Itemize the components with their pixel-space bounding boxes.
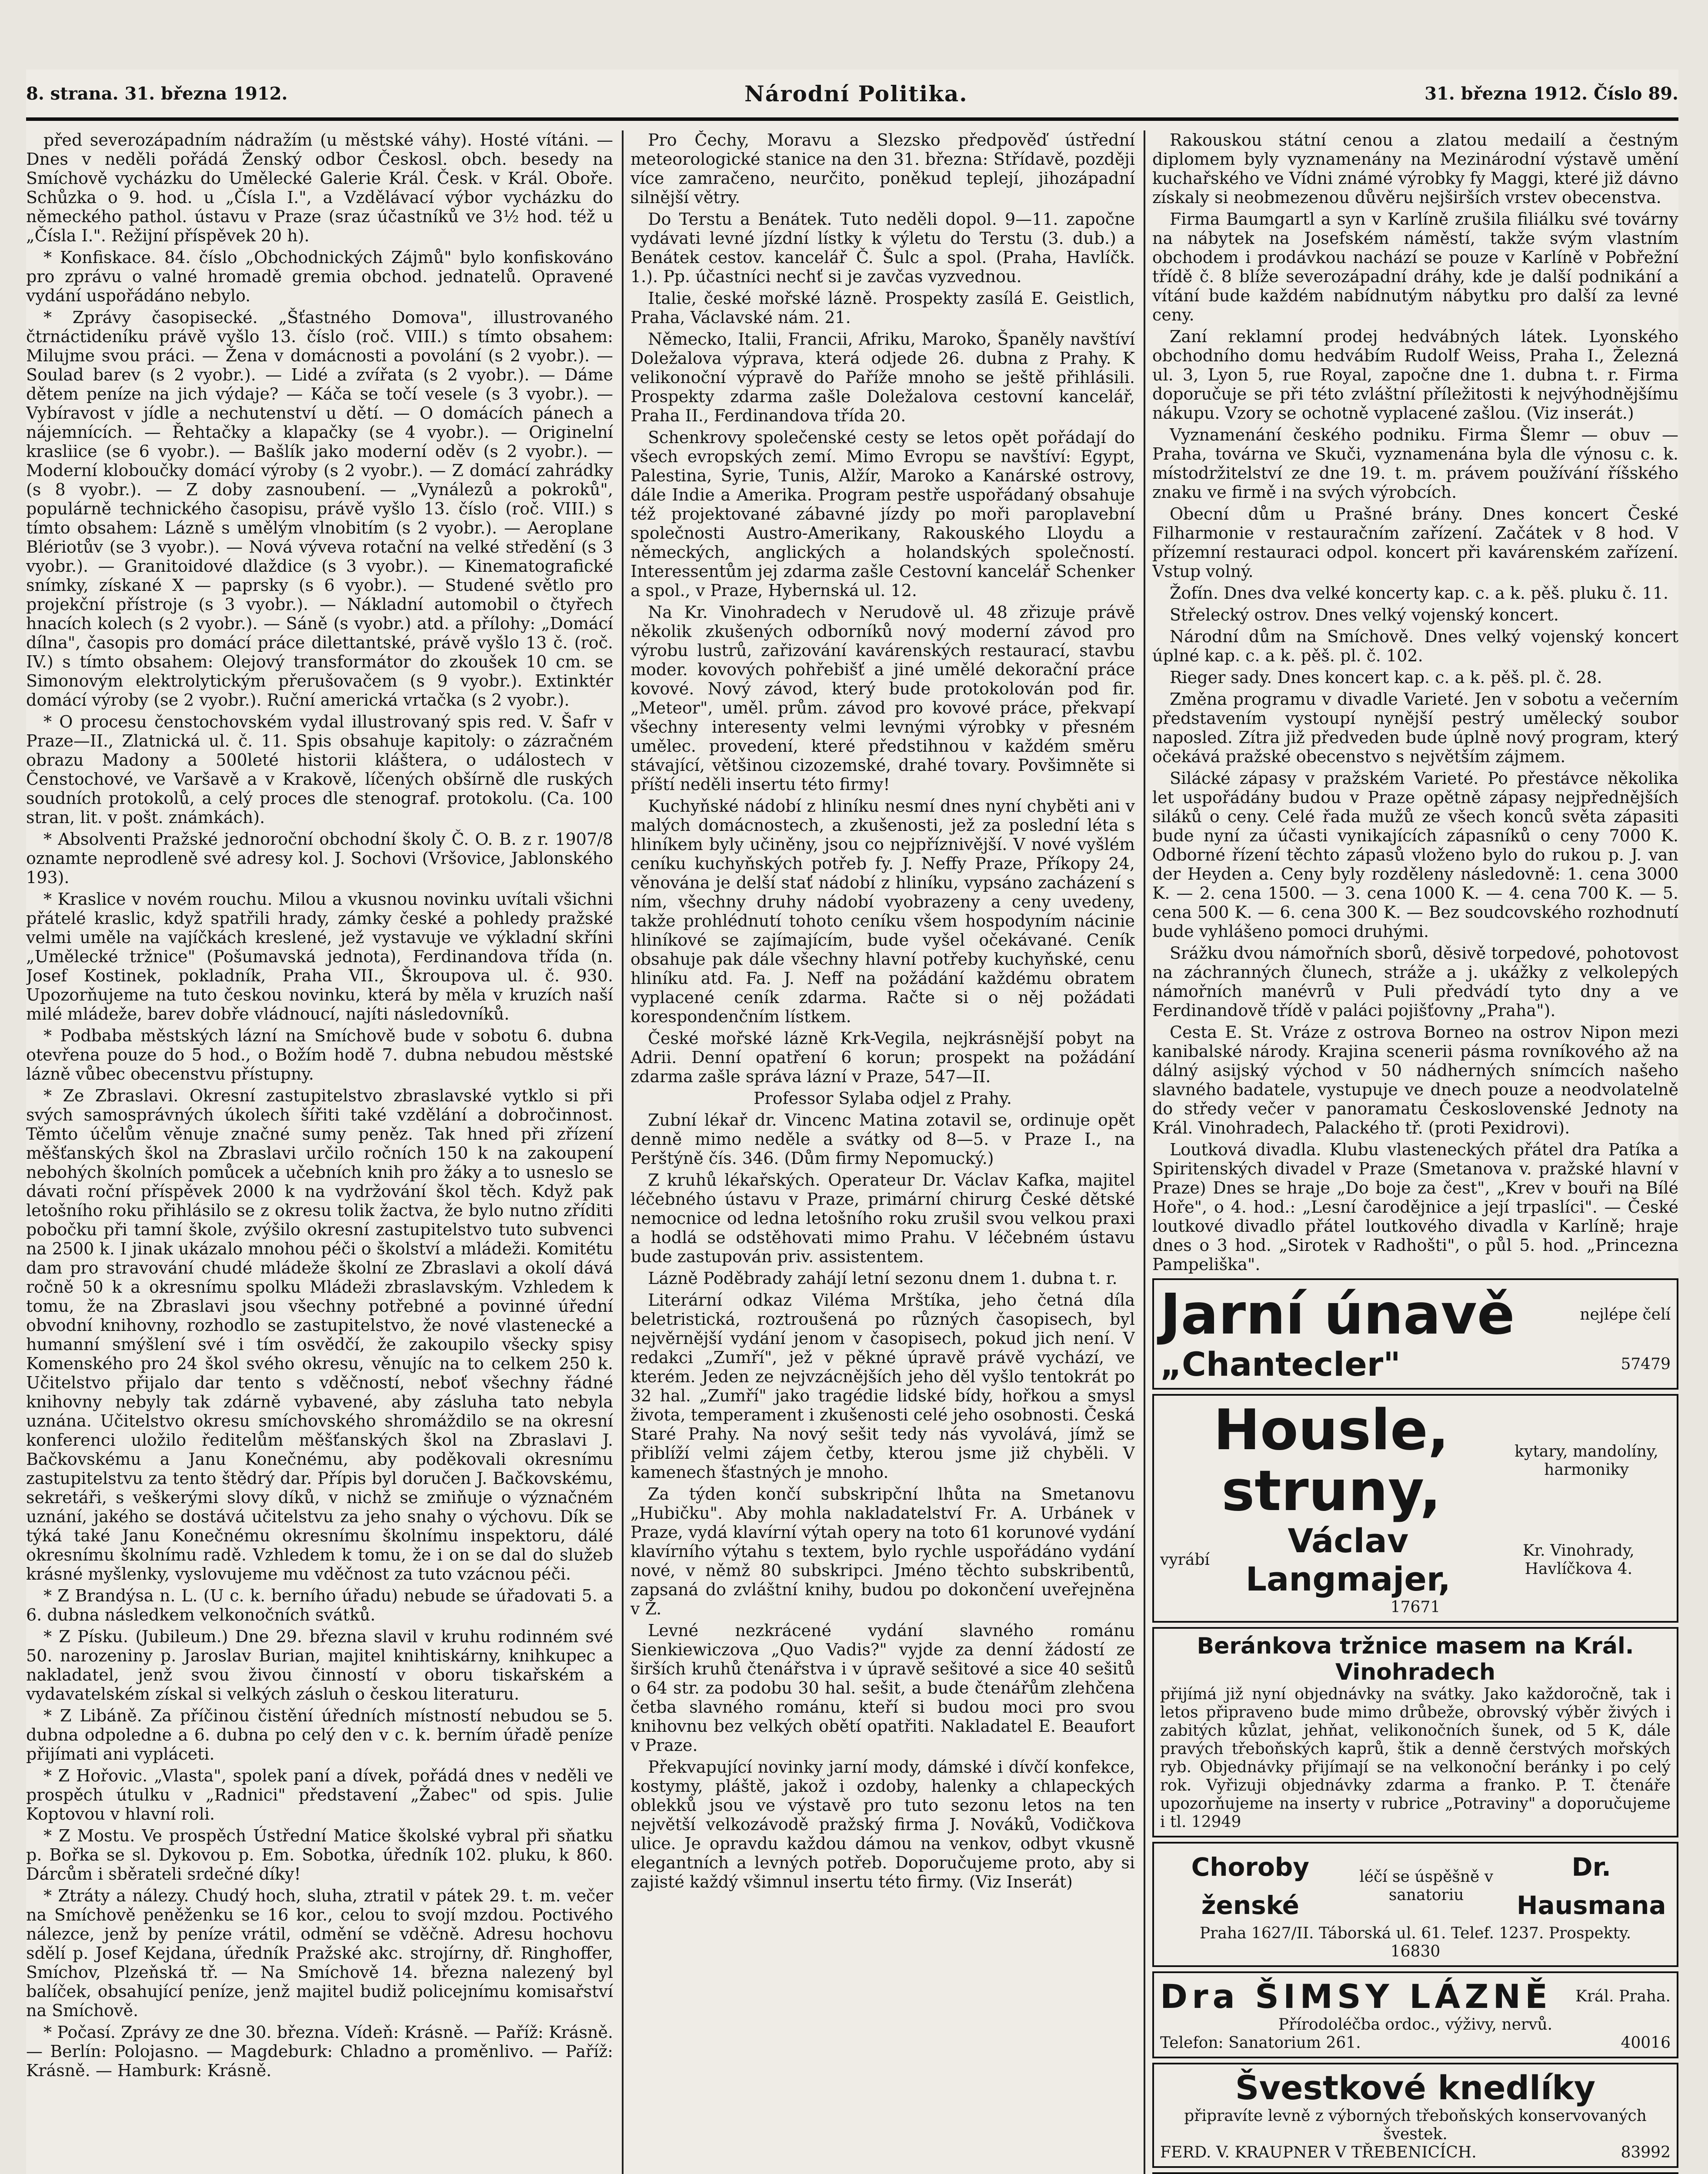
article: * Absolventi Pražské jednoroční obchodní školy Č. O. B. z r. 1907/8 oznamte neprodleně své adresy kol. J. Sochovi (Vršovice, Jablonského 193). [26,830,613,887]
article: Silácké zápasy v pražském Varieté. Po přestávce několika let uspořádány budou v Praze opětně zápasy nejpřednějších siláků o ceny. Celé řada mužů ze všech konců světa zápasiti bude nyní za účasti vynikajících zápasníků o ceny 7000 K. Odborné řízení těchto zápasů vloženo bylo do rukou p. J. van der Heyden a. Ceny byly rozděleny následovně: 1. cena 3000 K. — 2. cena 1500. — 3. cena 1000 K. — 4. cena 700 K. — 5. cena 500 K. — 6. cena 300 K. — Bez soudcovského rozhodnutí bude vyhlášeno pomoci druhými. [1152,769,1678,941]
ad-housle [1152,1394,1678,1623]
article: * O procesu čenstochovském vydal illustrovaný spis red. V. Šafr v Praze—II., Zlatnická ul. č. 11. Spis obsahuje kapitoly: o zázračném obrazu Madony a 500leté historii kláštera, o událostech v Čenstochové, ve Varšavě a v Krakově, líčených obšírně dle ruských soudních protokolů, a celý proces dle stenograf. protokolu. (Ca. 100 stran, lit. v pošt. známkách). [26,712,613,827]
ad-svestkove [1152,2063,1678,2168]
article: * Podbaba městských lázní na Smíchově bude v sobotu 6. dubna otevřena pouze do 5 hod., o Božím hodě 7. dubna nebudou městské lázně vůbec obecenstvu přístupny. [26,1026,613,1084]
article: Za týden končí subskripční lhůta na Smetanovu „Hubičku". Aby mohla nakladatelství Fr. A. Urbánek v Praze, vydá klavírní výtah opery na toto 61 korunové vydání klavírního výtahu s textem, bylo rychle uspořádáno vydání nové, v němž 80 subskripci. Jméno těchto subskribentů, zapsaná do zvláštní knihy, budou po dokončení uveřejněna v Ž. [630,1484,1135,1618]
ad-simsy-title: Dra ŠIMSY LÁZNĚ [1160,1977,1552,2016]
article: Italie, české mořské lázně. Prospekty zasílá E. Geistlich, Praha, Václavské nám. 21. [630,289,1135,327]
ad-beranek-text: přijímá již nyní objednávky na svátky. Jako každoročně, tak i letos připraveno bude mimo drůbeže, obrovský výběr živých i zabitých kůzlat, jehňat, velikonočních šunek, od 5 K, dále pravých třeboňských kaprů, štik a denně čerstvých mořských ryb. Objednávky přijímají se na velkonoční beránky i po celý rok. Vyřizuji objednávky zdarma a franko. P. T. čtenáře upozorňujeme na inserty v rubrice „Potraviny" a doporučujeme i tl. 12949 [1160,1685,1671,1831]
ad-housle-title: Housle, struny, [1213,1398,1449,1524]
column-1 [26,130,613,2174]
article: Rakouskou státní cenou a zlatou medailí a čestným diplomem byly vyznamenány na Mezinárodní výstavě umění kuchařského ve Vídni známé výrobky fy Maggi, které již dávno získaly si neobmezenou důvěru nejširších vrstev obecenstva. [1152,130,1678,207]
newspaper-title: Národní Politika. [744,80,968,107]
article: Zubní lékař dr. Vincenc Matina zotavil se, ordinuje opět denně mimo neděle a svátky od 8—5. v Praze I., na Perštýně čís. 346. (Dům firmy Nepomucký.) [630,1110,1135,1168]
article: Z kruhů lékařských. Operateur Dr. Václav Kafka, majitel léčebného ústavu v Praze, primární chirurg České dětské nemocnice od ledna letošního roku zrušil svou velkou praxi a hodlá se odstěhovati mimo Prahu. V léčebném ústavu bude zastupován priv. assistentem. [630,1170,1135,1266]
ad-jarni-unave [1152,1278,1678,1390]
ad-simsy-sub: Přírodoléčba ordoc., výživy, nervů. [1278,2016,1553,2034]
article: Národní dům na Smíchově. Dnes velký vojenský koncert úplné kap. c. a k. pěš. pl. č. 102. [1152,627,1678,665]
masthead [26,70,1678,121]
article: Cesta E. St. Vráze z ostrova Borneo na ostrov Nipon mezi kanibalské národy. Krajina scenerii pásma rovníkového až na dálný asijský východ v 50 nádherných snímcích našeho slavného badatele, vystupuje ve dnech pouze a neodvolatelně do středy večer v panoramatu Československé Jednoty na Král. Vinohradech, Palackého tř. (proti Pexidrovi). [1152,1023,1678,1137]
article: Střelecký ostrov. Dnes velký vojenský koncert. [1170,605,1559,624]
ad-svestkove-title: Švestkové knedlíky [1235,2068,1596,2107]
ad-hausmann [1152,1842,1678,1967]
ad-beranek [1152,1627,1678,1837]
article: Obecní dům u Prašné brány. Dnes koncert České Filharmonie v restauračním zařízení. Začátek v 8 hod. V přízemní restauraci odpol. koncert při kavárenském zařízení. Vstup volný. [1152,504,1678,581]
ad-hausmann-code: 16830 [1390,1943,1441,1961]
ad-beranek-title: Beránkova tržnice masem na Král. Vinohradech [1197,1633,1634,1685]
article: Zaní reklamní prodej hedvábných látek. Lyonského obchodního domu hedvábím Rudolf Weiss, Praha I., Železná ul. 3, Lyon 5, rue Royal, započne dne 1. dubna t. r. Firma doporučuje se při této zvláštní příležitosti k nejvýhodnějšímu nákupu. Vzory se ochotně vyplacené zašlou. (Viz inserát.) [1152,327,1678,423]
article: Na Kr. Vinohradech v Nerudově ul. 48 zřizuje právě několik zkušených odborníků nový moderní závod pro výrobu lustrů, zařizování kavárenských restaurací, stavbu moder. kovových pohřebišť a jiné umělé dekorační práce kovové. Nový závod, který bude protokolován pod fir. „Meteor", uměl. prům. závod pro kovové práce, překvapí všechny interesenty velmi levnými výrobky v přesném umělec. provedení, které předstihnou v každém směru stávající, většinou cizozemské, drahé tovary. Povšimněte si příští neděli insertu této firmy! [630,603,1135,794]
article: Německo, Italii, Francii, Afriku, Maroko, Španěly navštíví Doležalova výprava, která odjede 26. dubna z Prahy. K velikonoční výpravě do Paříže mnoho se ještě přihlásili. Prospekty zdarma zašle Doležalova cestovní kancelář, Praha II., Ferdinandova třída 20. [630,330,1135,425]
article: Vyznamenání českého podniku. Firma Šlemr — obuv — Praha, továrna ve Skuči, vyznamenána byla dle výnosu c. k. místodržitelství ze dne 19. t. m. právem používání říšského znaku ve firmě i na svých výrobcích. [1152,425,1678,502]
ad-simsy-code: 40016 [1621,2034,1671,2052]
article: Lázně Poděbrady zahájí letní sezonu dnem 1. dubna t. r. [648,1269,1118,1288]
article: Professor Sylaba odjel z Prahy. [754,1089,1012,1108]
ad-jarni-brand: „Chantecler" [1160,1345,1401,1384]
article: * Počasí. Zprávy ze dne 30. března. Vídeň: Krásně. — Paříž: Krásně. — Berlín: Polojasno. — Magdeburk: Chladno a proměnlivo. — Paříž: Krásně. — Hamburk: Krásně. [26,2023,613,2080]
ad-housle-code: 17671 [1390,1598,1441,1616]
article: * Ztráty a nálezy. Chudý hoch, sluha, ztratil v pátek 29. t. m. večer na Smíchově peněženku se 16 kor., celou to svojí mzdou. Poctivého nálezce, jenž by peníze vrátil, odmění se vděčně. Adresu hochovu sdělí p. Josef Kejdana, úředník Pražské akc. strojírny, dř. Ringhoffer, Smíchov, Plzeňská tř. — Na Smíchově 14. března nalezený byl balíček, obsahující peníze, jenž majitel budiž policejnímu komisařství na Smíchově. [26,1886,613,2020]
ad-hausmann-name: Dr. Hausmana [1517,1852,1666,1920]
column-2 [630,130,1135,2174]
article: * Kraslice v novém rouchu. Milou a vkusnou novinku uvítali všichni přátelé kraslic, když spatřili hrady, zámky české a pohledy pražské velmi uměle na vajíčkách kreslené, jež vystavuje ve výkladní skříni „Umělecké tržnice" (Pošumavská jednota), Ferdinandova třída (n. Josef Kostinek, pokladník, Praha VII., Škroupova ul. č. 930. Upozorňujeme na tuto českou novinku, která by měla v kruzích naší milé mládeže, barev dobře vládnoucí, najíti následovníků. [26,890,613,1024]
ad-jarni-code: 57479 [1621,1355,1671,1373]
ad-svestkove-text: připravíte levně z výborných třeboňských konservovaných švestek. [1184,2107,1647,2143]
ad-jarni-small: nejlépe čelí [1580,1306,1671,1324]
article: před severozápadním nádražím (u městské váhy). Hosté vítáni. — Dnes v neděli pořádá Ženský odbor Českosl. obch. besedy na Smíchově vycházku do Umělecké Galerie Král. Česk. v Král. Oboře. Schůzka o 9. hod. u „Čísla I.", a Vzdělávací výbor vycházku do německého pathol. ústavu v Praze (sraz účastníků ve 3½ hod. též u „Čísla I.". Režijní příspěvek 20 h). [26,130,613,245]
article: Rieger sady. Dnes koncert kap. c. a k. pěš. pl. č. 28. [1170,668,1602,687]
ad-hausmann-middle: léčí se úspěšně v sanatoriu [1359,1868,1494,1904]
ad-housle-side: kytary, mandolíny, harmoniky [1515,1443,1658,1479]
article: * Z Písku. (Jubileum.) Dne 29. března slavil v kruhu rodinném své 50. narozeniny p. Jaroslav Burian, majitel knihtiskárny, knihkupec a nakladatel, jenž svou živou činností v oboru tiskařském a vydavatelském získal si velkých zásluh o českou literaturu. [26,1627,613,1704]
page-date-right: 31. března 1912. Číslo 89. [1424,83,1678,104]
article: České mořské lázně Krk-Vegila, nejkrásnější pobyt na Adrii. Denní opatření 6 korun; prospekt na požádání zdarma zašle správa lázní v Praze, 547—II. [630,1029,1135,1086]
ad-housle-maker: Václav Langmajer, [1245,1521,1451,1598]
ad-svestkove-code: 83992 [1621,2144,1671,2161]
ad-simsy-tel: Telefon: Sanatorium 261. [1160,2034,1361,2052]
ad-simsy-side: Král. Praha. [1575,1987,1671,2005]
article: Schenkrovy společenské cesty se letos opět pořádají do všech evropských zemí. Mimo Evropu se navštíví: Egypt, Palestina, Syrie, Tunis, Alžír, Maroko a Kanárské ostrovy, dále Indie a Amerika. Program pestře uspořádaný obsahuje též projektované zábavné jízdy po moři paroplavební společnosti Austro-Amerikany, Rakouského Lloydu a německých, anglických a holandských společností. Interessentům jej zdarma zašle Cestovní kancelář Schenker a spol., v Praze, Hybernská ul. 12. [630,428,1135,600]
ad-simsy [1152,1971,1678,2058]
article: Do Terstu a Benátek. Tuto neděli dopol. 9—11. započne vydávati levné jízdní lístky k výletu do Terstu (3. dub.) a Benátek cestov. kancelář Č. Šulc a spol. (Praha, Havlíčk. 1.). Pp. účastníci nechť si je zavčas vyzvednou. [630,210,1135,286]
article: Žofín. Dnes dva velké koncerty kap. c. a k. pěš. pluku č. 11. [1170,584,1668,603]
ad-svestkove-firm: FERD. V. KRAUPNER V TŘEBENICÍCH. [1160,2144,1477,2161]
ad-jarni-title: Jarní únavě [1160,1282,1515,1347]
article: Změna programu v divadle Varieté. Jen v sobotu a večerním představením vystoupí nynější pestrý umělecký soubor naposled. Zítra již předveden bude úplně nový program, který očekává pražské obecenstvo s největším zájmem. [1152,690,1678,766]
column-3 [1152,130,1678,2174]
article: Literární odkaz Viléma Mrštíka, jeho četná díla beletristická, roztroušená po různých časopisech, byl nejvěrnější vydání jenom v časopisech, pokud jich není. V redakci „Zumří", jež v pěkné úpravě právě vychází, ve kterém. Jeden ze nejvzácnějších jeho děl vyšlo tentokrát po 32 hal. „Zumří" jako tragédie lidské bídy, hořkou a smysl života, temperament i zkušenosti celé jeho osobnosti. Česká Staré Prahy. Na nový sešit tedy nás vyvolává, jímž se přiblíží velmi zájem četby, kterou jsme již chyběli. V kamenech šťastných je mnoho. [630,1290,1135,1482]
ad-hausmann-address: Praha 1627/II. Táborská ul. 61. Telef. 1237. Prospekty. [1199,1924,1631,1942]
article: Překvapující novinky jarní mody, dámské i dívčí konfekce, kostymy, pláště, jakož i ozdoby, halenky a chlapeckých oblekků jsou ve výstavě pro tuto sezonu letos na ten největší velkozávodě pražský firma J. Nováků, Vodičkova ulice. Je opravdu každou dámou na venkov, odbyt vkusně elegantních a levných potřeb. Doporučujeme proto, aby si zajisté každý všimnul insertu této firmy. (Viz Inserát) [630,1757,1135,1891]
page-date-left: 8. strana. 31. března 1912. [26,83,288,104]
columns [26,130,1678,2174]
article: * Z Brandýsa n. L. (U c. k. berního úřadu) nebude se úřadovati 5. a 6. dubna následkem velkonočních svátků. [26,1586,613,1624]
article: Srážku dvou námořních sborů, děsivě torpedové, pohotovost na záchranných člunech, stráže a j. ukážky z velkolepých námořních manévrů v Puli předvádí tyto dny a ve Ferdinandově třídě v paláci pojišťovny „Praha"). [1152,944,1678,1020]
ad-obalky [1152,2172,1678,2174]
article: Levné nezkrácené vydání slavného románu Sienkiewiczova „Quo Vadis?" vyjde za denní žádostí ze širších kruhů čtenářstva i v úpravě sešitové a sice 40 sešitů o 64 str. za podobu 30 hal. sešit, a bude čtenářům zlehčena četba slavného románu, kteří si budou moci pro svou knihovnu bez velkých obětí opatřiti. Nakladatel E. Beaufort v Praze. [630,1621,1135,1755]
article: * Z Libáně. Za příčinou čistění úředních místností nebudou se 5. dubna odpoledne a 6. dubna po celý den v c. k. berním úřadě peníze přijímati ani vypláceti. [26,1706,613,1764]
article: * Zprávy časopisecké. „Šťastného Domova", illustrovaného čtrnáctideníku právě vyšlo 13. číslo (roč. VIII.) s tímto obsahem: Milujme svou práci. — Žena v domácnosti a povolání (s 2 vyobr.). — Soulad barev (s 2 vyobr.). — Lidé a zvířata (s 2 vyobr.). — Dáme dětem peníze na jich výdaje? — Káča se točí vesele (s 3 vyobr.). — Vybíravost v jídle a nechutenství u dětí. — O domácích pánech a nájemnících. — Řehtačky a klapačky (se 4 vyobr.). — Originelní krasliice (se 6 vyobr.). — Bašlík jako moderní oděv (s 2 vyobr.). — Moderní kloboučky domácí výroby (s 2 vyobr.). — Z domácí zahrádky (s 8 vyobr.). — Z doby zasnoubení. — „Vynálezů a pokroků", populárně technického časopisu, právě vyšlo 13. číslo (roč. VIII.) s tímto obsahem: Lázně s umělým vlnobitím (s 2 vyobr.). — Aeroplane Blériotův (se 3 vyobr.). — Nová výveva rotační na velké středění (s 3 vyobr.). — Granitoidové dlaždice (s 3 vyobr.). — Kinematografické snímky, získané X — paprsky (s 6 vyobr.). — Studené světlo pro projekční přístroje (s 3 vyobr.). — Nákladní automobil o čtyřech hnacích kolech (s 2 vyobr.). — Sáně (s vyobr.) atd. a přílohy: „Domácí dílna", časopis pro domácí práce dilettantské, právě vyšlo 13 č. (roč. IV.) s tímto obsahem: Olejový transformátor do zkoušek 10 cm. se Simonovým elektrolytickým přerušovačem (s 9 vyobr.). Extinktér domácí výroby (se 2 vyobr.). Ruční americká vrtačka (s 2 vyobr.). [26,308,613,710]
ad-housle-place: Kr. Vinohrady, Havlíčkova 4. [1523,1542,1635,1578]
article: * Z Mostu. Ve prospěch Ústřední Matice školské vybral při sňatku p. Bořka se sl. Dykovou p. Em. Sobotka, úředník 102. pluku, k 860. Dárcům i sběrateli srdečné díky! [26,1826,613,1884]
article: Pro Čechy, Moravu a Slezsko předpověď ústřední meteorologické stanice na den 31. března: Střídavě, později více zamračeno, neurčito, poněkud teplejí, jihozápadní silnější větry. [630,130,1135,207]
ad-housle-prefix: vyrábí [1160,1551,1210,1569]
ad-hausmann-left: Choroby ženské [1191,1852,1310,1920]
article: Loutková divadla. Klubu vlasteneckých přátel dra Patíka a Spiritenských divadel v Praze (Smetanova v. pražské hlavní v Praze) Dnes se hraje „Do boje za čest", „Krev v bouři na Bílé Hoře", o 4. hod.: „Lesní čarodějnice a její trpaslíci". — České loutkové divadlo přátel loutkového divadla v Karlíně; hraje dnes o 3 hod. „Sirotek v Radhošti", o půl 5. hod. „Princezna Pampeliška". [1152,1140,1678,1274]
article: Firma Baumgartl a syn v Karlíně zrušila filiálku své továrny na nábytek na Josefském náměstí, takže svým vlastním obchodem i prodávkou nachází se pouze v Karlíně v Pobřežní třídě č. 8 blíže severozápadní dráhy, kde je další podnikání a vítání bude každém nabídnutým nábytku pro další za levné ceny. [1152,210,1678,324]
article: Kuchyňské nádobí z hliníku nesmí dnes nyní chyběti ani v malých domácnostech, a zkušenosti, jež za poslední léta s hliníkem byly učiněny, jsou co nejpříznivější. V nové vyšlém ceníku kuchyňských potřeb fy. J. Neffy Praze, Příkopy 24, věnována je delší stať nádobí z hliníku, vypsáno zacházení s ním, všechny druhy nádobí vyobrazeny a ceny uvedeny, takže prohlédnutí tohoto ceníku všem hospodyním nácinie hliníkové se zajímajícím, bude vyšel očekávané. Ceník obsahuje pak dále všechny hlavní potřeby kuchyňské, cenu hliníku atd. Fa. J. Neff na požádání každému obratem vyplacené ceník zdarma. Račte si o něj požádati korespondenčním lístkem. [630,797,1135,1026]
article: * Konfiskace. 84. číslo „Obchodnických Zájmů" bylo konfiskováno pro zprávu o valné hromadě gremia obchod. jednatelů. Opravené vydání uspořádáno nebylo. [26,248,613,305]
article: * Ze Zbraslavi. Okresní zastupitelstvo zbraslavské vytklo si při svých samosprávných úkolech šířiti také vzdělání a dobročinnost. Těmto účelům věnuje značné sumy peněz. Tak hned při zřízení měšťanských škol na Zbraslavi určilo ročních 150 k na zakoupení nebohých školních pomůcek a učebních knih pro žáky a to usneslo se dávati roční příspěvek 2000 k na vydržování škol těch. Když pak letošního roku přihlásilo se z okresu tolik žactva, že bylo nutno zříditi pobočku při tamní škole, zvýšilo okresní zastupitelstvo tuto subvenci na 2500 k. I jinak ukázalo mnohou péči o školství a mládeži. Komitétu dam pro stravování chudé mládeže školní ze Zbraslavi a okolí dává ročně 50 k a okresnímu spolku Mládeži zbraslavským. Vzhledem k tomu, že na Zbraslavi jsou všechny potřebné a povinné úřední obvodní knihovny, rozhodlo se zastupitelstvo, že nové vlastenecké a humanní smýšlení své i tím osvědčí, že zakoupilo všecky spisy Komenského pro 24 škol svého okresu, věnujíc na to celkem 250 k. Učitelstvo přijalo dar tento s vděčností, neboť všechny řádné knihovny nebyly tak zdárně vybavené, aby zásluha tato nebyla uznána. Učitelstvo okresu smíchovského shromáždilo se na okresní konferenci uložilo ředitelům měšťanských škol na Zbraslavi J. Bačkovskému a Janu Konečnému, aby poděkovali okresnímu zastupitelstvu za tento štědrý dar. Přípis byl doručen J. Bačkovskému, sekretáři, s veškerými slovy díků, v nichž se zmiňuje o význačném uznání, jakého se dostává učitelstvu za jeho snahy o výchovu. Dík se týká také Janu Konečnému okresnímu školnímu inspektoru, dálé okresnímu školnímu radě. Vzhledem k tomu, že i on se dal do služeb krásné myšlenky, vyslovujeme mu vděčnost za tuto vzácnou péči. [26,1086,613,1584]
article: * Z Hořovic. „Vlasta", spolek paní a dívek, pořádá dnes v neděli ve prospěch útulku v „Radnici" představení „Žabec" od spis. Julie Koptovou v hlavní roli. [26,1766,613,1824]
